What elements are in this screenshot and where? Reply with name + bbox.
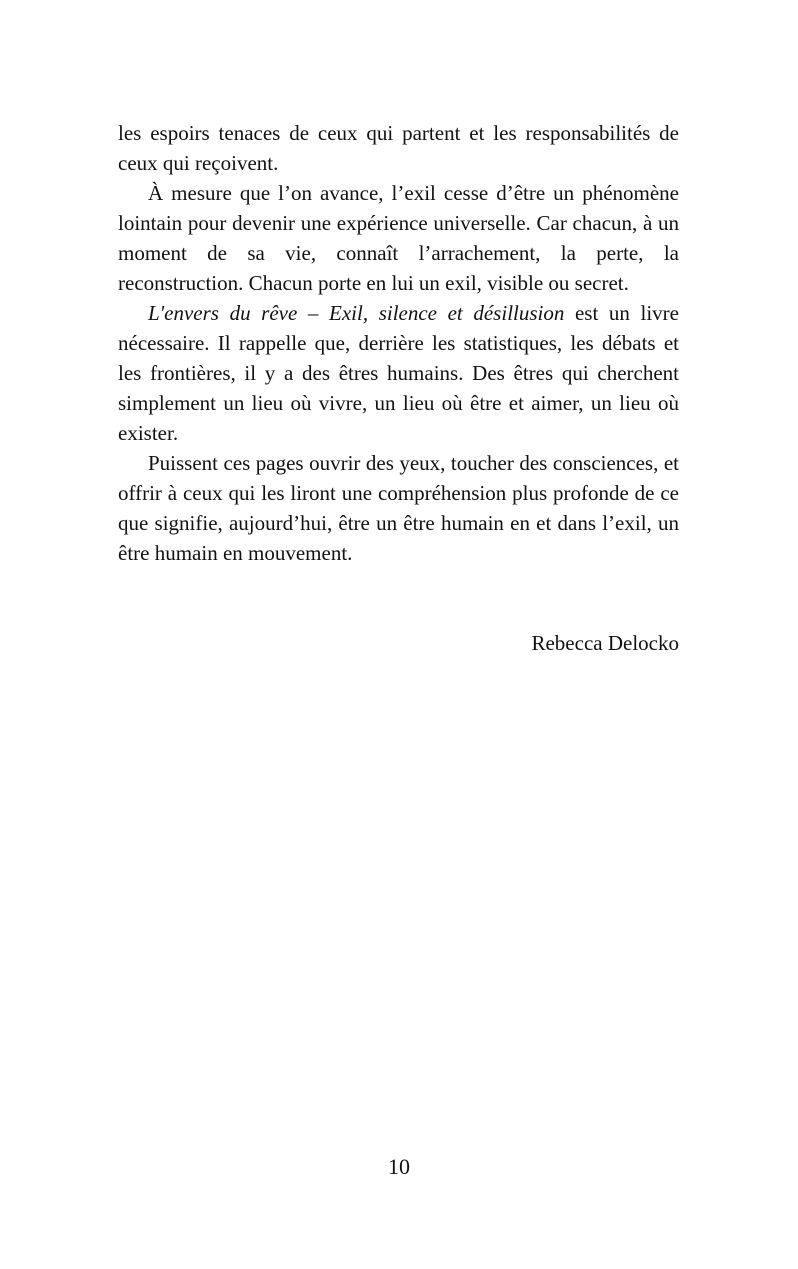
author-signature: Rebecca Delocko (531, 631, 679, 655)
paragraph-3-text: est un livre nécessaire. Il rappelle que, derrière les statistiques, les débats et les frontières, il y a des êtres humains. Des êtres qui cherchent simplement un lieu où vivre, un lieu où être et aimer, un lieu où exister. (118, 301, 679, 445)
page-number: 10 (388, 1154, 410, 1179)
book-title: L'envers du rêve – Exil, silence et désillusion (148, 301, 565, 325)
paragraph-1: les espoirs tenaces de ceux qui partent et les responsabilités de ceux qui reçoivent. (118, 121, 679, 175)
paragraph-3 (118, 298, 679, 448)
paragraph-2: À mesure que l’on avance, l’exil cesse d’être un phénomène lointain pour devenir une expérience universelle. Car chacun, à un moment de sa vie, connaît l’arrachement, la perte, la reconstruction. Chacun porte en lui un exil, visible ou secret. (118, 181, 679, 295)
paragraph-4: Puissent ces pages ouvrir des yeux, toucher des consciences, et offrir à ceux qui les liront une compréhension plus profonde de ce que signifie, aujourd’hui, être un être humain en et dans l’exil, un être humain en mouvement. (118, 451, 679, 565)
body-text (118, 118, 679, 568)
